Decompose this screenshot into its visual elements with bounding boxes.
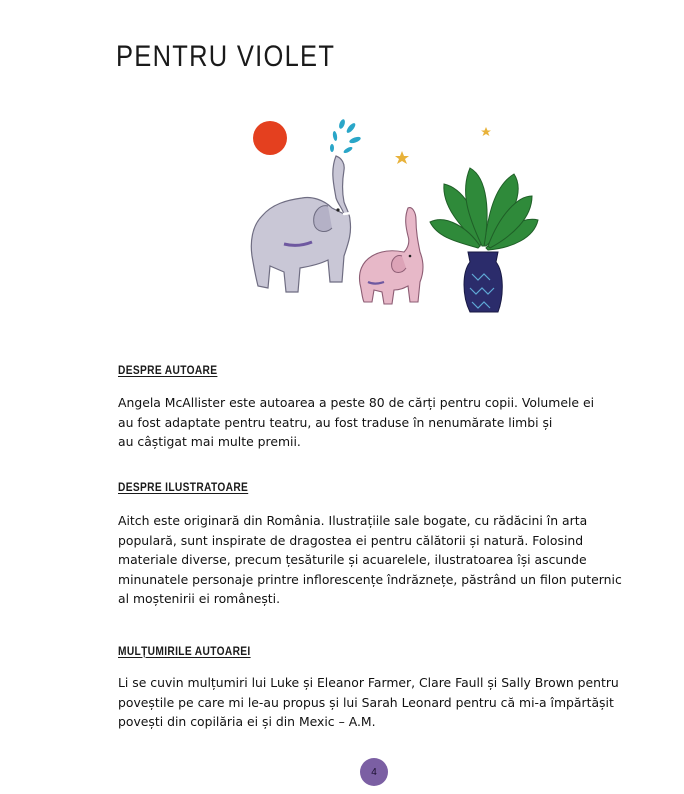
elephants-with-plant-illustration: [232, 96, 542, 332]
star-shapes: [395, 127, 491, 164]
paragraph-line: povești din copilăria ei și din Mexic – A.M.: [118, 714, 376, 730]
plant-leaves-shape: [430, 168, 538, 250]
section-heading-acknowledgements: MULȚUMIRILE AUTOAREI: [118, 644, 251, 658]
paragraph-line: materiale diverse, precum țesăturile și acuarelele, ilustratoarea își ascunde: [118, 552, 587, 568]
author-bio-paragraph: [118, 393, 624, 452]
page-number-badge: 4: [360, 758, 388, 786]
page-title: PENTRU VIOLET: [116, 40, 336, 73]
big-elephant-shape: [251, 156, 358, 292]
paragraph-line: au câștigat mai multe premii.: [118, 434, 301, 450]
illustrator-bio-paragraph: [118, 511, 624, 609]
paragraph-line: al moștenirii ei românești.: [118, 591, 281, 607]
section-heading-author: DESPRE AUTOARE: [118, 363, 218, 377]
paragraph-line: minunatele personaje printre inflorescențe îndrăznețe, păstrând un filon puternic: [118, 571, 622, 587]
section-heading-illustrator: DESPRE ILUSTRATOARE: [118, 480, 249, 494]
paragraph-line: Aitch este originară din România. Ilustrațiile sale bogate, cu rădăcini în arta: [118, 513, 588, 528]
vase-shape: [464, 252, 502, 312]
small-elephant-shape: [360, 208, 424, 304]
sun-shape: [253, 121, 287, 155]
water-spray-shape: [330, 118, 361, 154]
paragraph-line: poveștile pe care mi le-au propus și lui Sarah Leonard pentru că mi-a împărtășit: [118, 694, 614, 710]
paragraph-line: Angela McAllister este autoarea a peste 80 de cărți pentru copii. Volumele ei: [118, 395, 595, 410]
acknowledgements-paragraph: [118, 673, 624, 732]
paragraph-line: au fost adaptate pentru teatru, au fost traduse în nenumărate limbi și: [118, 414, 553, 430]
paragraph-line: populară, sunt inspirate de dragostea ei pentru călătorii și natură. Folosind: [118, 532, 584, 548]
paragraph-line: Li se cuvin mulțumiri lui Luke și Eleanor Farmer, Clare Faull și Sally Brown pentru: [118, 675, 619, 690]
